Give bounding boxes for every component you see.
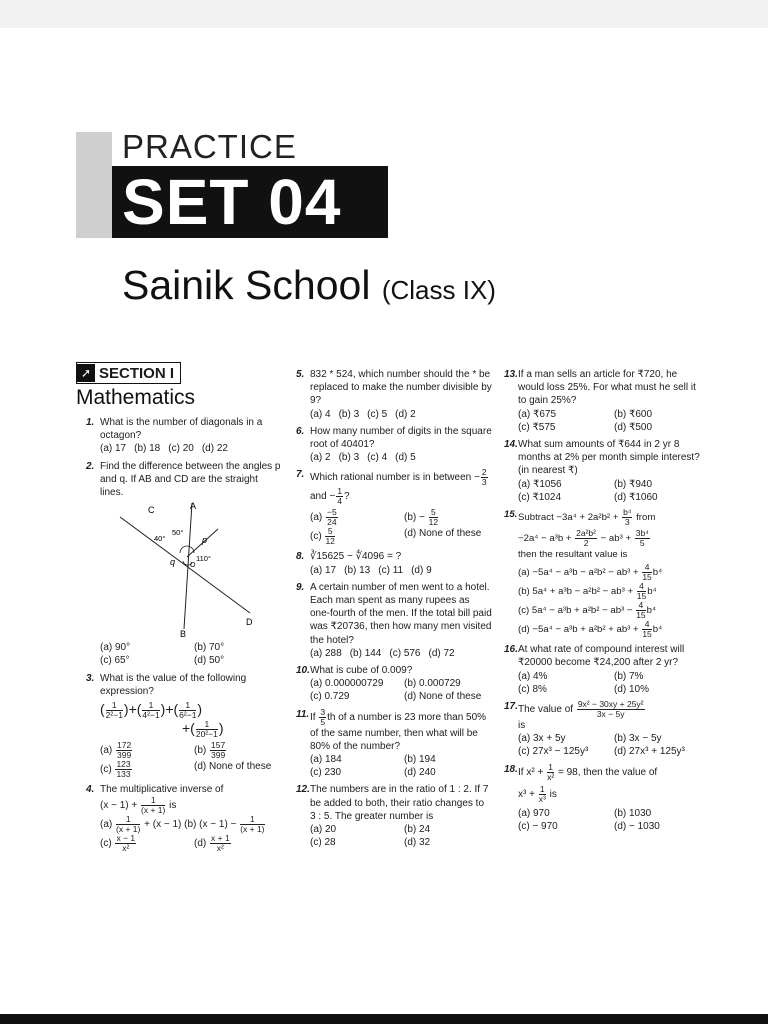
school-name: Sainik School <box>122 262 371 308</box>
options <box>100 641 282 667</box>
question-number: 10. <box>296 665 310 677</box>
option-a: (a) 0.000000729 <box>310 678 384 690</box>
question-number: 16. <box>504 644 518 656</box>
options <box>100 442 282 455</box>
option-d: (d) ₹1060 <box>614 491 658 503</box>
question-text: If a man sells an article for ₹720, he would loss 25%. For what must he sell it to gain 25%? <box>518 369 696 407</box>
option-b: (b) ₹940 <box>614 478 653 490</box>
options <box>518 670 704 696</box>
option-d: (d) 50° <box>194 655 225 667</box>
option-b: (b) (x − 1) − $\frac{1}{(x + 1)}$ <box>184 814 265 835</box>
label-c: C <box>148 505 155 516</box>
option-b: (b) 7% <box>614 670 644 682</box>
label-p: p <box>202 535 208 546</box>
option-d: (d) None of these <box>194 761 272 773</box>
option-d: (d) None of these <box>404 528 482 540</box>
question-11 <box>296 708 492 780</box>
question-18 <box>504 763 704 833</box>
question-number: 3. <box>86 672 95 684</box>
question-5 <box>296 368 492 421</box>
question-9 <box>296 581 492 660</box>
option-d: (d) 27x³ + 125y³ <box>614 746 685 758</box>
question-number: 6. <box>296 425 305 437</box>
label-q: q <box>170 557 176 568</box>
question-14 <box>504 438 704 504</box>
question-text: Find the difference between the angles p and q. If AB and CD are the straight lines. <box>100 460 281 499</box>
option-a: (a) 17 <box>100 443 127 455</box>
option-c: (c) 5a⁴ − a³b + a²b² − ab³ − $\frac{4}{15}$ b⁴ <box>518 600 657 621</box>
option-b: (b) 70° <box>194 642 225 654</box>
question-text: 832 * 524, which number should the * be replaced to make the number divisible by 9? <box>310 369 492 407</box>
question-number: 1. <box>86 417 95 428</box>
option-d: (d) 5 <box>395 452 416 464</box>
question-text: The numbers are in the ratio of 1 : 2. If 7 be added to both, their ratio changes to 3 : 5. The greater number is <box>310 784 489 822</box>
question-text: What is the number of diagonals in a octagon? <box>100 417 263 442</box>
option-a: (a) −5a⁴ − a³b − a²b² − ab³ + $\frac{4}{15}$ b⁴ <box>518 562 663 583</box>
header-accent-bar <box>76 132 112 238</box>
question-1 <box>86 416 282 456</box>
option-b: (b) 3 <box>338 408 360 420</box>
question-text: The multiplicative inverse of <box>100 784 224 796</box>
option-c: (c) 4 <box>367 452 388 464</box>
label-d: D <box>246 617 253 628</box>
question-number: 9. <box>296 581 305 593</box>
question-text: A certain number of men went to a hotel. Each man spent as many rupees as one-fourth of the men. If the total bill paid was ₹20736, then how many men visited the hotel? <box>310 581 492 646</box>
option-d: (d) 9 <box>411 564 432 576</box>
question-15 <box>504 508 704 639</box>
option-d: (d) 10% <box>614 683 650 695</box>
question-text: Subtract −3a⁴ + 2a²b² + $\frac{\text{b⁴}}{3}$ from <box>518 507 656 528</box>
option-b: (b) 144 <box>349 647 382 659</box>
option-d: (d) 32 <box>404 837 431 849</box>
options <box>310 753 492 779</box>
section-label: SECTION I <box>99 364 175 382</box>
option-c: (c) 8% <box>518 683 547 695</box>
option-a: (a) ₹1056 <box>518 478 562 490</box>
question-text: At what rate of compound interest will ₹20000 become ₹24,200 after 2 yr? <box>518 644 685 669</box>
options <box>518 478 704 504</box>
school-title <box>122 262 496 309</box>
bottom-bar <box>0 1014 768 1024</box>
option-c: (c) 576 <box>389 647 421 659</box>
question-number: 18. <box>504 763 518 775</box>
question-text-tail: is <box>518 720 526 732</box>
question-text: If $\frac{3}{5}$ th of a number is 23 more than 50% of the same number, then what will be 80% of the number? <box>310 706 487 752</box>
option-c: (c) $\frac{x - 1}{\text{x²}}$ <box>100 833 136 854</box>
option-b: (b) $\frac{157}{399}$ <box>194 740 226 761</box>
option-b: (b) ₹600 <box>614 408 653 420</box>
option-b: (b) 24 <box>404 824 431 836</box>
practice-label: PRACTICE <box>122 128 297 165</box>
question-13 <box>504 368 704 434</box>
option-d: (d) − 1030 <box>614 820 660 832</box>
expression: ( $\frac{1}{\text{2²−1}}$ )+( $\frac{1}{\text{4²−1}}$ )+( $\frac{1}{\text{6²−1}}$ ) +( $\frac{1}{\text{20²−1}}$ ) <box>100 700 224 740</box>
option-b: (b) 3x − 5y <box>614 733 662 745</box>
option-a: (a) 4% <box>518 670 548 682</box>
option-c: (c) 230 <box>310 767 342 779</box>
option-d: (d) $\frac{x + 1}{\text{x²}}$ <box>194 833 230 854</box>
option-b: (b) 194 <box>404 754 436 766</box>
question-10 <box>296 664 492 704</box>
option-c: (c) 5 <box>367 408 388 420</box>
options <box>310 647 492 660</box>
expression: −2a⁴ − a³b + $\frac{\text{2a²b²}}{2}$ − ab³ + $\frac{\text{3b⁴}}{5}$ <box>518 528 649 549</box>
question-number: 15. <box>504 509 518 521</box>
top-bar <box>0 0 768 28</box>
options <box>310 564 492 577</box>
options <box>310 451 492 464</box>
option-d: (d) ₹500 <box>614 421 653 433</box>
option-a: (a) 288 <box>310 647 342 659</box>
option-c: (c) ₹1024 <box>518 491 562 503</box>
column-2 <box>296 368 492 853</box>
question-number: 5. <box>296 369 305 380</box>
label-b: B <box>180 629 187 640</box>
set-title: SET 04 <box>122 166 342 238</box>
question-text: What is cube of 0.009? <box>310 665 413 677</box>
question-text-tail: then the resultant value is <box>518 549 628 561</box>
option-b: (b) 0.000729 <box>404 678 461 690</box>
question-17 <box>504 700 704 759</box>
option-c: (c) 65° <box>100 655 130 667</box>
option-d: (d) None of these <box>404 691 482 703</box>
option-d: (d) −5a⁴ − a³b + a²b² + ab³ + $\frac{4}{15}$ b⁴ <box>518 619 663 640</box>
question-number: 7. <box>296 469 305 481</box>
option-b: (b) − $\frac{5}{12}$ <box>404 507 439 528</box>
question-number: 4. <box>86 784 95 796</box>
expression: x³ + $\frac{1}{\text{x³}}$ is <box>518 783 557 804</box>
option-a: (a) 17 <box>310 564 337 576</box>
option-a: (a) 184 <box>310 754 342 766</box>
angle-110: 110° <box>196 554 211 564</box>
angle-40: 40° <box>154 534 166 544</box>
options <box>100 741 282 779</box>
option-c: (c) $\frac{5}{12}$ <box>310 526 335 547</box>
lines-figure <box>110 501 260 641</box>
column-3 <box>504 368 704 837</box>
question-text: The value of $\frac{\text{9x² − 30xy + 25y²}}{3x - 5y}$ <box>518 699 644 720</box>
label-o: O <box>190 562 196 570</box>
expression: (x − 1) + $\frac{1}{(x + 1)}$ is <box>100 795 177 816</box>
option-a: (a) $\frac{-5}{24}$ <box>310 507 337 528</box>
option-c: (c) 0.729 <box>310 691 350 703</box>
option-d: (d) 2 <box>395 408 416 420</box>
column-1 <box>86 416 282 857</box>
options <box>310 508 492 546</box>
option-b: (b) 3 <box>338 452 360 464</box>
question-number: 12. <box>296 784 310 796</box>
question-text: Which rational number is in between − $\frac{2}{3}$ and − $\frac{1}{4}$ ? <box>310 467 487 507</box>
option-a: (a) 4 <box>310 408 331 420</box>
option-b: (b) 13 <box>344 564 371 576</box>
question-number: 14. <box>504 439 518 451</box>
question-2 <box>86 460 282 668</box>
option-b: (b) 1030 <box>614 807 652 819</box>
option-c: (c) 20 <box>168 443 194 455</box>
option-c: (c) 28 <box>310 837 336 849</box>
option-c: (c) 27x³ − 125y³ <box>518 746 589 758</box>
options <box>518 807 704 833</box>
option-c: (c) ₹575 <box>518 421 556 433</box>
options <box>310 677 492 703</box>
question-4 <box>86 783 282 853</box>
option-a: (a) 90° <box>100 642 131 654</box>
option-a: (a) ₹675 <box>518 408 557 420</box>
class-label: (Class IX) <box>381 275 496 305</box>
question-16 <box>504 643 704 696</box>
question-number: 13. <box>504 369 518 380</box>
question-7 <box>296 468 492 546</box>
question-number: 17. <box>504 701 518 713</box>
option-a: (a) 20 <box>310 824 337 836</box>
option-a: (a) $\frac{1}{(x + 1)}$ + (x − 1) (b) (x − 1) − $\frac{1}{(x + 1)}$ <box>100 814 265 835</box>
option-c: (c) $\frac{123}{133}$ <box>100 759 131 780</box>
question-12 <box>296 783 492 849</box>
options <box>518 732 704 758</box>
question-6 <box>296 425 492 465</box>
question-text: What sum amounts of ₹644 in 2 yr 8 months at 2% per month simple interest? (in nearest ₹) <box>518 439 700 477</box>
question-number: 11. <box>296 708 310 720</box>
option-a: (a) 3x + 5y <box>518 733 566 745</box>
option-d: (d) 240 <box>404 767 436 779</box>
section-badge <box>76 362 181 384</box>
question-text: What is the value of the following expression? <box>100 672 247 697</box>
angle-50: 50° <box>172 528 184 538</box>
options <box>310 823 492 849</box>
subject-title: Mathematics <box>76 386 196 409</box>
option-d: (d) 22 <box>201 443 228 455</box>
question-text: ∛15625 − ∜4096 = ? <box>310 551 402 563</box>
option-a: (a) 970 <box>518 807 550 819</box>
options <box>310 408 492 421</box>
options <box>518 408 704 434</box>
question-number: 2. <box>86 460 95 472</box>
option-b: (b) 5a⁴ + a³b − a²b² − ab³ + $\frac{4}{15}$ b⁴ <box>518 581 657 602</box>
line-cd <box>120 517 250 613</box>
option-d: (d) 72 <box>428 647 455 659</box>
question-number: 8. <box>296 551 305 563</box>
label-a: A <box>190 501 197 512</box>
option-a: (a) 2 <box>310 452 331 464</box>
question-3 <box>86 672 282 779</box>
option-a: (a) $\frac{172}{399}$ <box>100 740 132 761</box>
option-c: (c) 11 <box>378 564 404 576</box>
question-text: How many number of digits in the square root of 40401? <box>310 425 492 451</box>
option-c: (c) − 970 <box>518 820 558 832</box>
question-8 <box>296 550 492 576</box>
question-text: If x² + $\frac{1}{\text{x²}}$ = 98, then the value of <box>518 761 658 782</box>
arrow-icon: ➚ <box>77 364 95 382</box>
option-b: (b) 18 <box>134 443 161 455</box>
